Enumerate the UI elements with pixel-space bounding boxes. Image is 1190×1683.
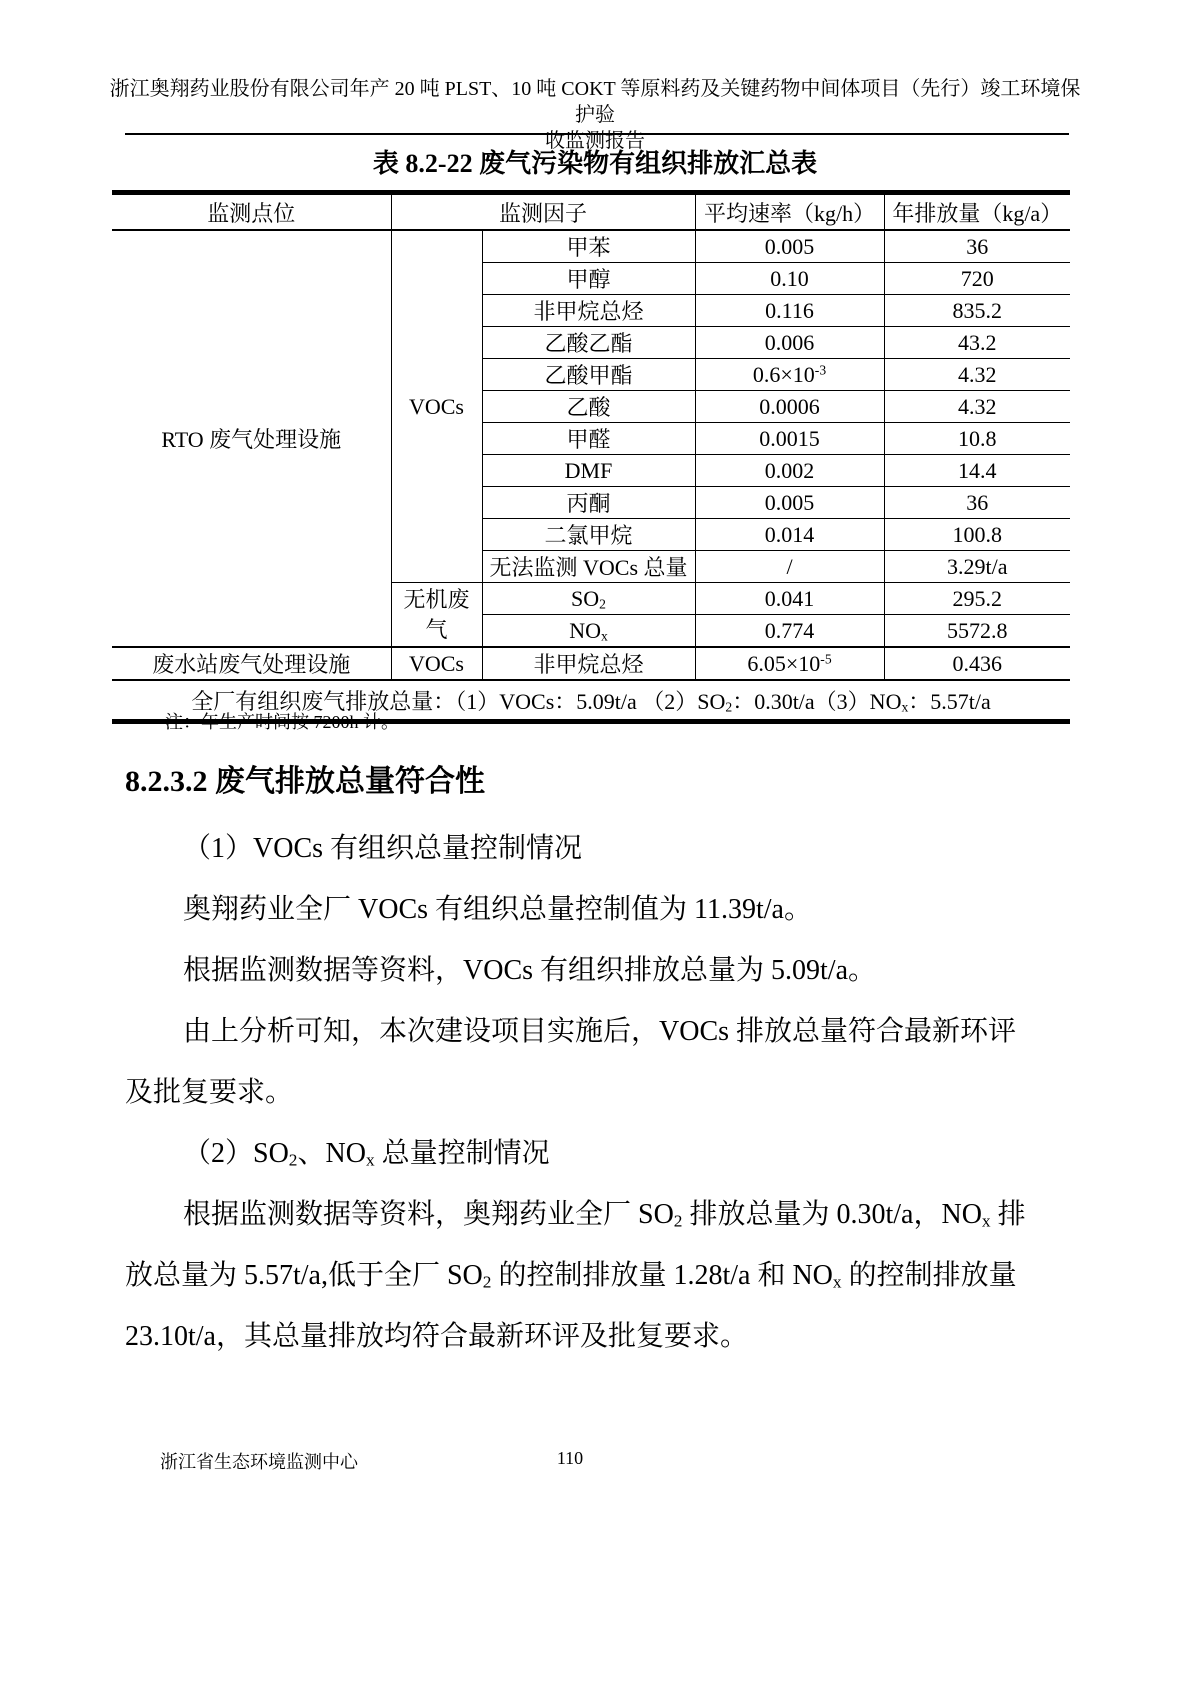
cell-annual: 43.2 <box>884 327 1070 359</box>
paragraph-line: 根据监测数据等资料，VOCs 有组织排放总量为 5.09t/a。 <box>183 955 877 986</box>
col-header-rate: 平均速率（kg/h） <box>695 195 884 231</box>
cell-rate: 0.10 <box>695 263 884 295</box>
cell-annual: 10.8 <box>884 423 1070 455</box>
cell-rate: 0.041 <box>695 583 884 615</box>
cell-site-rto: RTO 废气处理设施 <box>112 230 391 647</box>
page-header-line2: 收监测报告 <box>545 130 645 152</box>
page-number: 110 <box>556 1448 584 1468</box>
cell-pollutant: 非甲烷总烃 <box>482 295 695 327</box>
cell-annual: 14.4 <box>884 455 1070 487</box>
cell-category-vocs: VOCs <box>391 647 482 680</box>
inorganic-label: 无机废气 <box>403 586 470 642</box>
cell-pollutant: 甲醛 <box>482 423 695 455</box>
cell-annual: 835.2 <box>884 295 1070 327</box>
col-header-factor: 监测因子 <box>391 195 695 231</box>
cell-pollutant: 无法监测 VOCs 总量 <box>482 551 695 583</box>
cell-annual: 0.436 <box>884 647 1070 680</box>
cell-rate: $0.6\times 10^{-3}$ <box>695 359 884 391</box>
cell-annual: 295.2 <box>884 583 1070 615</box>
cell-rate: 0.0015 <box>695 423 884 455</box>
paragraph-line: 23.10t/a，其总量排放均符合最新环评及批复要求。 <box>125 1321 748 1352</box>
cell-rate: 0.0006 <box>695 391 884 423</box>
cell-category-vocs: VOCs <box>391 230 482 583</box>
cell-rate: $6.05\times 10^{-5}$ <box>695 647 884 680</box>
col-header-annual: 年排放量（kg/a） <box>884 195 1070 231</box>
cell-annual: 5572.8 <box>884 615 1070 648</box>
paragraph-line: $(2)SO_2$、$NO_x$ 总量控制情况 <box>183 1138 550 1170</box>
cell-annual: 36 <box>884 487 1070 519</box>
table-note: 注：年生产时间按 7200h 计。 <box>165 712 399 732</box>
cell-pollutant: 甲醇 <box>482 263 695 295</box>
cell-pollutant: $NO_x$ <box>482 615 695 648</box>
cell-annual: 4.32 <box>884 391 1070 423</box>
cell-rate: 0.005 <box>695 230 884 263</box>
paragraph-line: 由上分析可知，本次建设项目实施后，VOCs 排放总量符合最新环评 <box>183 1016 1017 1047</box>
paragraph-line: 根据监测数据等资料，奥翔药业全厂 $SO_2$ 排放总量为 0.30t/a，$NO_x$ 排 <box>183 1199 1026 1231</box>
page-header-line1: 浙江奥翔药业股份有限公司年产 20 吨 PLST、10 吨 COKT 等原料药及关键药物中间体项目（先行）竣工环境保护验 <box>109 78 1081 126</box>
cell-pollutant: 非甲烷总烃 <box>482 647 695 680</box>
cell-rate: 0.774 <box>695 615 884 648</box>
cell-pollutant: 乙酸乙酯 <box>482 327 695 359</box>
header-rule <box>125 133 1069 135</box>
total-emissions-summary: 全厂有组织废气排放总量：（1）VOCs：5.09t/a $(2)SO_2$：$0.30t/a(3)NO_x$：5.57t/a <box>112 680 1070 720</box>
cell-pollutant: 乙酸 <box>482 391 695 423</box>
col-header-site: 监测点位 <box>112 195 391 231</box>
cell-pollutant: 甲苯 <box>482 230 695 263</box>
cell-annual: 3.29t/a <box>884 551 1070 583</box>
cell-category-inorganic <box>391 583 482 648</box>
emissions-summary-table <box>112 190 1070 724</box>
cell-rate: 0.116 <box>695 295 884 327</box>
table-row <box>112 647 1070 680</box>
cell-annual: 720 <box>884 263 1070 295</box>
cell-pollutant: $SO_2$ <box>482 583 695 615</box>
table-header-row <box>112 195 1070 231</box>
cell-rate: 0.006 <box>695 327 884 359</box>
footer-organization: 浙江省生态环境监测中心 <box>160 1452 358 1472</box>
cell-rate: / <box>695 551 884 583</box>
table-title: 表 8.2-22 废气污染物有组织排放汇总表 <box>372 149 818 178</box>
section-heading: 8.2.3.2 废气排放总量符合性 <box>125 765 485 798</box>
section-body <box>125 818 1065 1367</box>
cell-pollutant: 丙酮 <box>482 487 695 519</box>
cell-rate: 0.005 <box>695 487 884 519</box>
cell-annual: 36 <box>884 230 1070 263</box>
paragraph-line: （1）VOCs 有组织总量控制情况 <box>183 833 583 864</box>
cell-pollutant: DMF <box>482 455 695 487</box>
cell-pollutant: 二氯甲烷 <box>482 519 695 551</box>
paragraph-line: 及批复要求。 <box>125 1077 294 1108</box>
cell-pollutant: 乙酸甲酯 <box>482 359 695 391</box>
cell-rate: 0.002 <box>695 455 884 487</box>
cell-site-wastewater: 废水站废气处理设施 <box>112 647 391 680</box>
paragraph-line: 放总量为 5.57t/a,低于全厂 $SO_2$ 的控制排放量 1.28t/a 和 $NO_x$ 的控制排放量 <box>125 1260 1017 1292</box>
cell-annual: 100.8 <box>884 519 1070 551</box>
cell-rate: 0.014 <box>695 519 884 551</box>
cell-annual: 4.32 <box>884 359 1070 391</box>
table-row <box>112 230 1070 263</box>
paragraph-line: 奥翔药业全厂 VOCs 有组织总量控制值为 11.39t/a。 <box>183 894 812 925</box>
